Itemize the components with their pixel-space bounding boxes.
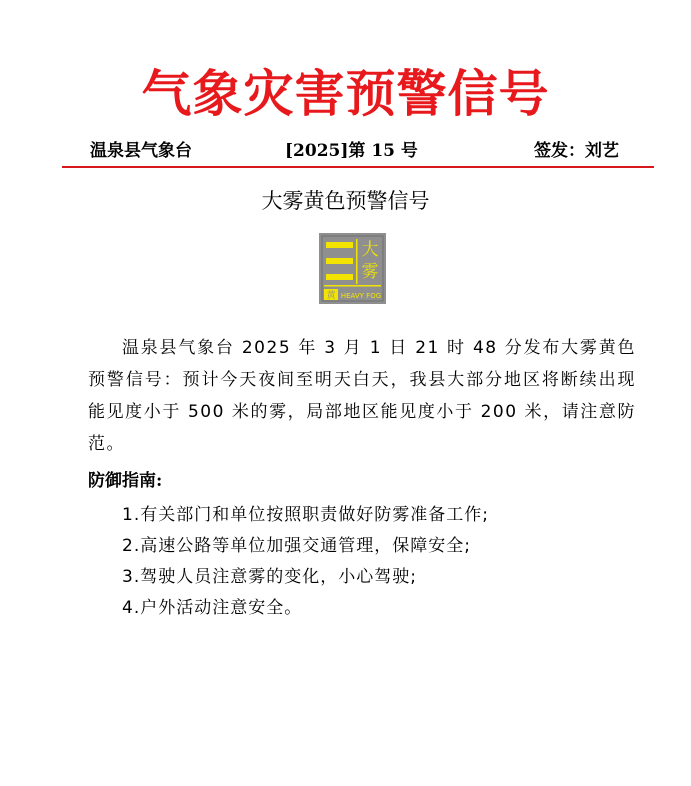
list-item: 3.驾驶人员注意雾的变化，小心驾驶; xyxy=(122,567,417,587)
header-divider xyxy=(62,166,654,168)
issuer-name: 温泉县气象台 xyxy=(90,141,192,161)
warning-body-text: 温泉县气象台 2025 年 3 月 1 日 21 时 48 分发布大雾黄色预警信号：预计今天夜间至明天白天，我县大部分地区将断续出现能见度小于 500 米的雾，局部地区能见度小于 200 米，请注意防范。 xyxy=(88,338,636,454)
header-title: 气象灾害预警信号 xyxy=(141,64,550,123)
icon-corner-label: 黄 xyxy=(326,291,336,301)
document-title: 大雾黄色预警信号 xyxy=(261,189,430,213)
document-number: [2025]第 15 号 xyxy=(285,141,418,161)
list-item: 4.户外活动注意安全。 xyxy=(122,598,303,618)
defense-guide-heading: 防御指南: xyxy=(88,471,163,491)
list-item: 2.高速公路等单位加强交通管理，保障安全; xyxy=(122,536,471,556)
icon-char-da: 大 xyxy=(361,240,379,260)
defense-guide-list xyxy=(122,500,662,624)
icon-english-label: HEAVY FOG xyxy=(340,292,382,300)
icon-char-wu: 雾 xyxy=(361,262,379,282)
signer: 签发：刘艺 xyxy=(534,141,619,161)
list-item: 1.有关部门和单位按照职责做好防雾准备工作; xyxy=(122,505,489,525)
heavy-fog-yellow-warning-icon xyxy=(319,233,386,304)
